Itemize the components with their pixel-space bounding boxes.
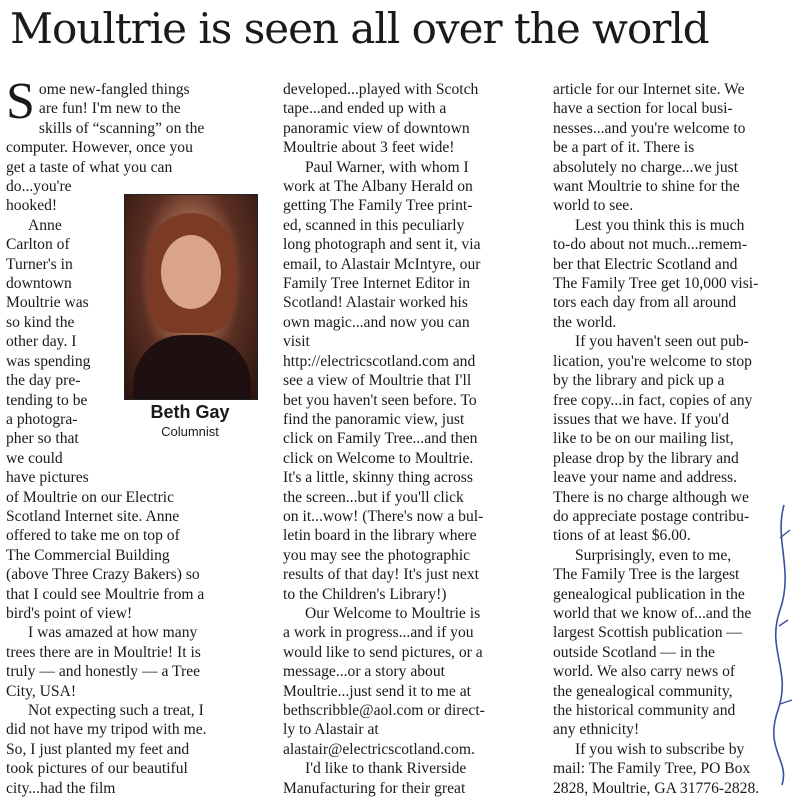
text-line: Scotland! Alastair worked his xyxy=(283,294,468,312)
text-line: are fun! I'm new to the xyxy=(38,100,181,118)
text-line: The Commercial Building xyxy=(6,546,170,564)
text-line: the historical community and xyxy=(553,702,736,719)
text-line: would like to send pictures, or a xyxy=(283,643,483,661)
text-line: that I could see Moultrie from a xyxy=(6,585,205,603)
drop-cap: S xyxy=(6,73,35,130)
text-line: trees there are in Moultrie! It is xyxy=(6,643,201,661)
text-line: nesses...and you're welcome to xyxy=(553,119,746,137)
text-line: lication, you're welcome to stop xyxy=(553,352,752,370)
text-line: work at The Albany Herald on xyxy=(283,178,473,196)
text-line: a photogra- xyxy=(6,410,78,428)
text-line: to-do about not much...remem- xyxy=(553,236,748,254)
text-line: leave your name and address. xyxy=(553,469,738,487)
headline: Moultrie is seen all over the world xyxy=(10,4,709,53)
text-line: Family Tree Internet Editor in xyxy=(283,275,471,293)
text-line: offered to take me on top of xyxy=(6,527,180,545)
text-line: ly to Alastair at xyxy=(283,721,379,739)
text-line: bethscribble@aol.com or direct- xyxy=(283,702,485,719)
text-line: want Moultrie to shine for the xyxy=(553,178,740,196)
text-line: computer. However, once you xyxy=(6,139,193,157)
handwritten-annotation xyxy=(770,500,798,790)
text-line: genealogical publication in the xyxy=(553,585,745,603)
text-line: I was amazed at how many xyxy=(28,624,198,642)
text-line: do appreciate postage contribu- xyxy=(553,507,750,525)
text-line: If you haven't seen out pub- xyxy=(575,333,749,351)
text-line: outside Scotland — in the xyxy=(553,643,715,661)
text-line: please drop by the library and xyxy=(553,449,739,467)
text-line: message...or a story about xyxy=(283,663,445,681)
text-line: hooked! xyxy=(6,197,58,215)
text-line: be a part of it. There is xyxy=(553,139,695,157)
text-line: pher so that xyxy=(6,430,79,448)
text-line: the world. xyxy=(553,313,617,331)
text-line: tape...and ended up with a xyxy=(283,100,447,118)
columnist-photo-block xyxy=(120,194,260,450)
text-line: like to be on our mailing list, xyxy=(553,430,734,448)
text-line: tions of at least $6.00. xyxy=(553,527,691,545)
text-line: world to see. xyxy=(553,197,634,215)
text-line: the genealogical community, xyxy=(553,682,733,700)
text-line: to the Children's Library!) xyxy=(283,585,447,603)
text-line: mail: The Family Tree, PO Box xyxy=(553,760,751,778)
text-line: The Family Tree get 10,000 visi- xyxy=(553,275,759,293)
text-line: tors each day from all around xyxy=(553,294,737,312)
columnist-name: Beth Gay xyxy=(150,402,230,422)
text-line: other day. I xyxy=(6,333,77,351)
text-line: world that we know of...and the xyxy=(553,604,752,622)
text-line: took pictures of our beautiful xyxy=(6,760,188,778)
text-line: ome new-fangled things xyxy=(38,81,190,98)
text-line: ber that Electric Scotland and xyxy=(553,255,738,273)
columnist-title: Columnist xyxy=(161,424,219,439)
text-line: Turner's in xyxy=(6,255,73,273)
text-line: Manufacturing for their great xyxy=(283,779,466,797)
text-line: It's a little, skinny thing across xyxy=(283,469,473,487)
text-line: (above Three Crazy Bakers) so xyxy=(6,566,200,584)
text-line: Surprisingly, even to me, xyxy=(575,546,732,564)
text-line: find the panoramic view, just xyxy=(283,410,465,428)
text-line: article for our Internet site. We xyxy=(553,81,745,98)
text-line: The Family Tree is the largest xyxy=(553,566,740,584)
text-line: alastair@electricscotland.com. xyxy=(283,740,475,758)
text-line: downtown xyxy=(6,275,72,293)
text-line: Scotland Internet site. Anne xyxy=(6,507,180,525)
text-line: results of that day! It's just next xyxy=(283,566,479,584)
text-line: by the library and pick up a xyxy=(553,372,725,390)
text-line: do...you're xyxy=(6,178,72,196)
text-line: visit xyxy=(283,333,310,351)
text-line: There is no charge although we xyxy=(553,488,749,506)
text-line: did not have my tripod with me. xyxy=(6,721,207,739)
text-line: world. We also carry news of xyxy=(553,663,736,681)
text-line: have pictures xyxy=(6,469,89,487)
text-line: absolutely no charge...we just xyxy=(553,158,739,176)
column-3 xyxy=(553,80,797,798)
text-line: the screen...but if you'll click xyxy=(283,488,464,506)
text-line: skills of “scanning” on the xyxy=(38,119,205,137)
text-line: have a section for local busi- xyxy=(553,100,733,118)
text-line: Our Welcome to Moultrie is xyxy=(305,604,481,622)
text-line: I'd like to thank Riverside xyxy=(305,760,467,778)
text-line: Not expecting such a treat, I xyxy=(28,702,204,719)
text-line: so kind the xyxy=(6,313,75,331)
text-line: a work in progress...and if you xyxy=(283,624,474,642)
column-2 xyxy=(283,80,541,798)
text-line: getting The Family Tree print- xyxy=(283,197,473,215)
text-line: you may see the photographic xyxy=(283,546,471,564)
text-line: ed, scanned in this peculiarly xyxy=(283,216,465,234)
text-line: long photograph and sent it, via xyxy=(283,236,481,254)
text-line: free copy...in fact, copies of any xyxy=(553,391,753,409)
text-line: own magic...and now you can xyxy=(283,313,470,331)
text-line: So, I just planted my feet and xyxy=(6,740,190,758)
text-line: city...had the film xyxy=(6,779,116,797)
text-line: the day pre- xyxy=(6,372,81,390)
text-line: letin board in the library where xyxy=(283,527,477,545)
text-line: click on Family Tree...and then xyxy=(283,430,478,448)
text-line: Paul Warner, with whom I xyxy=(305,158,469,176)
text-line: developed...played with Scotch xyxy=(283,81,479,98)
text-line: Moultrie was xyxy=(6,294,89,312)
text-line: get a taste of what you can xyxy=(6,158,173,176)
text-line: issues that we have. If you'd xyxy=(553,410,730,428)
text-line: on it...wow! (There's now a bul- xyxy=(283,507,484,525)
text-line: any ethnicity! xyxy=(553,721,640,739)
text-line: we could xyxy=(6,449,63,467)
text-line: see a view of Moultrie that I'll xyxy=(283,372,472,390)
text-line: 2828, Moultrie, GA 31776-2828. xyxy=(553,779,760,797)
text-line: Moultrie about 3 feet wide! xyxy=(283,139,455,157)
text-line: email, to Alastair McIntyre, our xyxy=(283,255,481,273)
text-line: If you wish to subscribe by xyxy=(575,740,745,758)
text-line: tending to be xyxy=(6,391,88,409)
text-line: Moultrie...just send it to me at xyxy=(283,682,471,700)
text-line: truly — and honestly — a Tree xyxy=(6,663,201,681)
text-line: City, USA! xyxy=(6,682,77,700)
text-line: bird's point of view! xyxy=(6,604,133,622)
text-line: Anne xyxy=(28,216,62,234)
text-line: http://electricscotland.com and xyxy=(283,352,476,370)
text-line: panoramic view of downtown xyxy=(283,119,470,137)
text-line: largest Scottish publication — xyxy=(553,624,742,642)
text-line: of Moultrie on our Electric xyxy=(6,488,175,506)
columnist-photo xyxy=(124,194,258,400)
text-line: Carlton of xyxy=(6,236,70,254)
text-line: click on Welcome to Moultrie. xyxy=(283,449,474,467)
text-line: was spending xyxy=(6,352,91,370)
text-line: Lest you think this is much xyxy=(575,216,745,234)
text-line: bet you haven't seen before. To xyxy=(283,391,477,409)
